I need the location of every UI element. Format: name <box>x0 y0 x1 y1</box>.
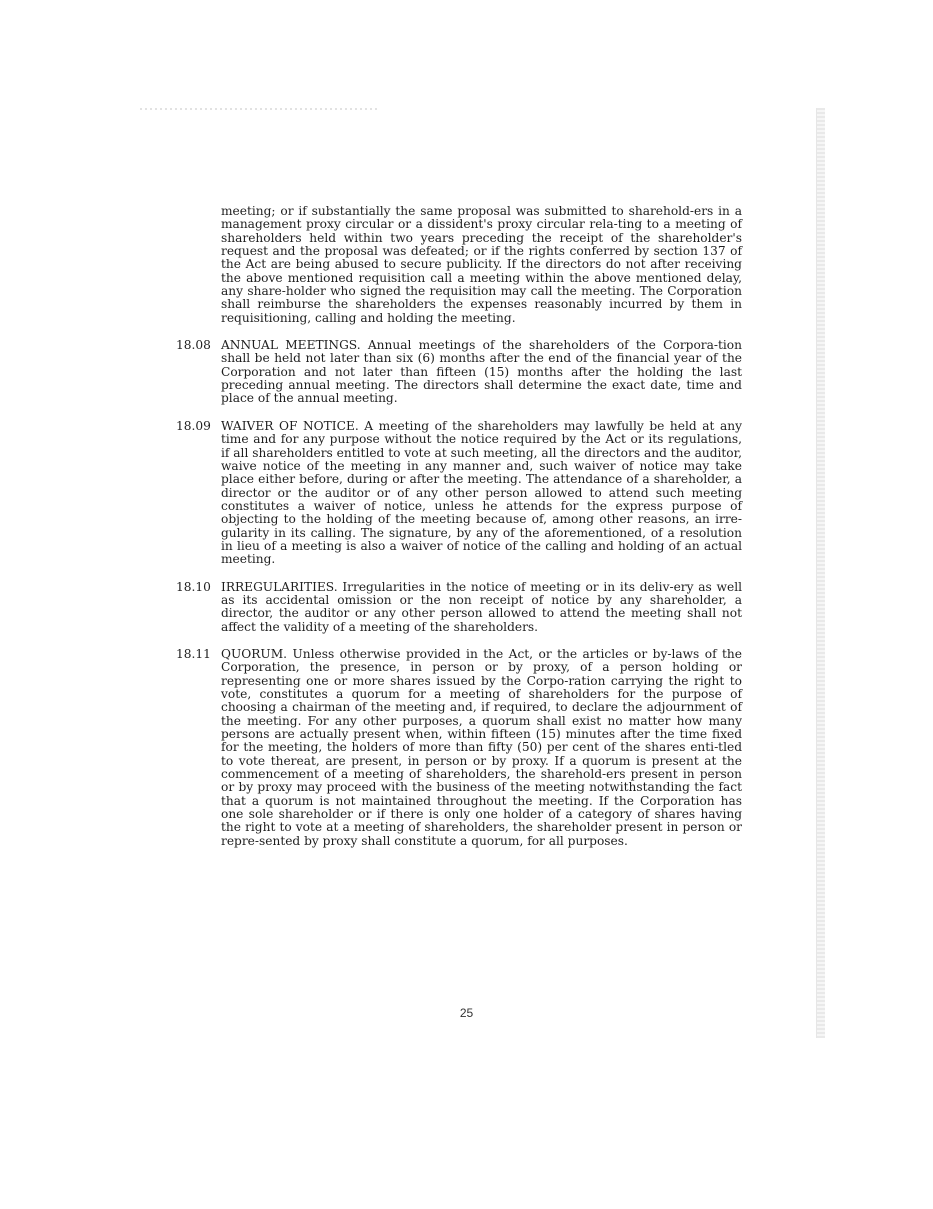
section-text: IRREGULARITIES. Irregularities in the notice of meeting or in its deliv-ery as well as its accidental omission or the non receipt of notice by any shareholder, a director, the auditor or any other person allowed to attend the meeting shall not affect the validity of a meeting of the shareholders. <box>221 579 742 634</box>
section-text: ANNUAL MEETINGS. Annual meetings of the shareholders of the Corpora-tion shall be held not later than six (6) months after the end of the financial year of the Corporation and not later than fifteen (15) months after the holding the last preceding annual meeting. The directors shall determine the exact date, time and place of the annual meeting. <box>221 338 742 406</box>
scan-edge-artifact <box>816 108 825 1038</box>
scan-artifact <box>140 108 380 110</box>
document-body <box>176 205 742 848</box>
section-18-09 <box>176 420 742 567</box>
section-number: 18.08 <box>176 338 211 353</box>
section-number: 18.10 <box>176 579 211 594</box>
page-number: 25 <box>459 1006 474 1020</box>
section-number: 18.09 <box>176 418 211 433</box>
section-text: WAIVER OF NOTICE. A meeting of the shareholders may lawfully be held at any time and for any purpose without the notice required by the Act or its regulations, if all shareholders entitled to vote at such meeting, all the directors and the auditor, waive notice of the meeting in any manner and, such waiver of notice may take place either before, during or after the meeting. The attendance of a shareholder, a director or the auditor or of any other person allowed to attend such meeting constitutes a waiver of notice, unless he attends for the express purpose of objecting to the holding of the meeting because of, among other reasons, an irre-gularity in its calling. The signature, by any of the aforementioned, of a resolution in lieu of a meeting is also a waiver of notice of the calling and holding of an actual meeting. <box>221 418 742 567</box>
section-text: QUORUM. Unless otherwise provided in the Act, or the articles or by-laws of the Corporation, the presence, in person or by proxy, of a person holding or representing one or more shares issued by the Corpo-ration carrying the right to vote, constitutes a quorum for a meeting of shareholders for the purpose of choosing a chairman of the meeting and, if required, to declare the adjournment of the meeting. For any other purposes, a quorum shall exist no matter how many persons are actually present when, within fifteen (15) minutes after the time fixed for the meeting, the holders of more than fifty (50) per cent of the shares enti-tled to vote thereat, are present, in person or by proxy. If a quorum is present at the commencement of a meeting of shareholders, the sharehold-ers present in person or by proxy may proceed with the business of the meeting notwithstanding the fact that a quorum is not maintained throughout the meeting. If the Corporation has one sole shareholder or if there is only one holder of a category of shares having the right to vote at a meeting of shareholders, the shareholder present in person or repre-sented by proxy shall constitute a quorum, for all purposes. <box>221 646 742 848</box>
continuation-paragraph: meeting; or if substantially the same proposal was submitted to sharehold-ers in a management proxy circular or a dissident's proxy circular rela-ting to a meeting of shareholders held within two years preceding the receipt of the shareholder's request and the proposal was defeated; or if the rights conferred by section 137 of the Act are being abused to secure publicity. If the directors do not after receiving the above mentioned requisition call a meeting within the above mentioned delay, any share-holder who signed the requisition may call the meeting. The Corporation shall reimburse the shareholders the expenses reasonably incurred by them in requisitioning, calling and holding the meeting. <box>221 204 742 325</box>
section-number: 18.11 <box>176 646 211 661</box>
section-18-10 <box>176 581 742 634</box>
section-18-08 <box>176 339 742 406</box>
section-18-11 <box>176 648 742 848</box>
